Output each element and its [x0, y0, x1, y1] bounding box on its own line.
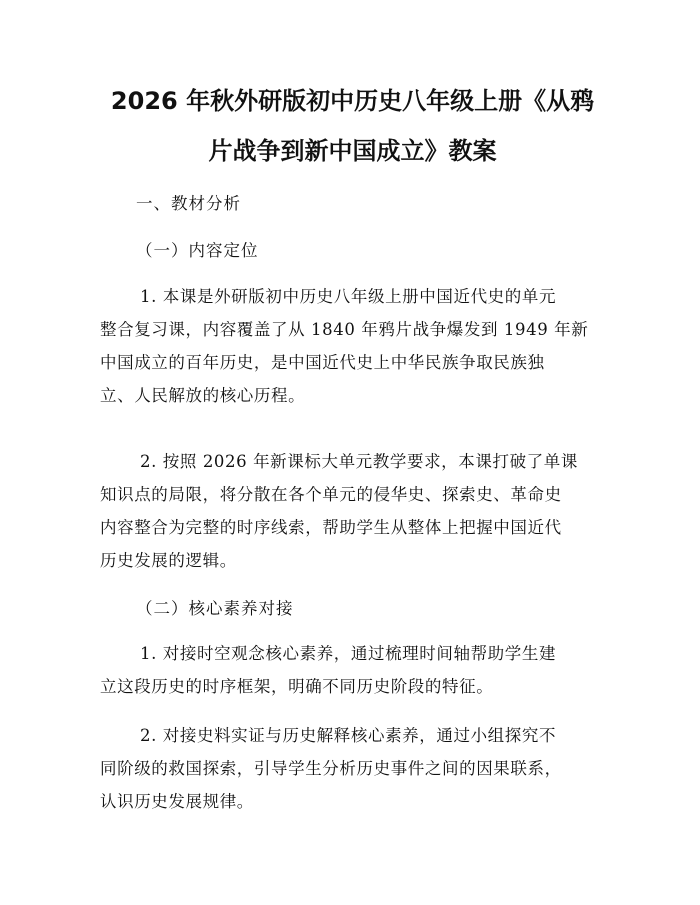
subsection-heading-content-positioning: （一）内容定位 [136, 241, 259, 260]
subsection-heading-core-literacy: （二）核心素养对接 [136, 599, 294, 618]
paragraph-line: 整合复习课，内容覆盖了从 1840 年鸦片战争爆发到 1949 年新 [100, 320, 589, 339]
paragraph-line: 1. 对接时空观念核心素养，通过梳理时间轴帮助学生建 [140, 644, 557, 663]
paragraph-line: 知识点的局限，将分散在各个单元的侵华史、探索史、革命史 [100, 485, 562, 504]
document-title-line-2: 片战争到新中国成立》教案 [208, 137, 497, 165]
paragraph-core-literacy-1 [100, 637, 610, 703]
paragraph-core-literacy-2 [100, 719, 610, 818]
paragraph-line: 历史发展的逻辑。 [100, 551, 237, 570]
paragraph-line: 2. 对接史料实证与历史解释核心素养，通过小组探究不 [140, 726, 557, 745]
paragraph-line: 立这段历史的时序框架，明确不同历史阶段的特征。 [100, 677, 494, 696]
paragraph-content-positioning-1 [100, 280, 610, 412]
paragraph-line: 中国成立的百年历史，是中国近代史上中华民族争取民族独 [100, 353, 545, 372]
paragraph-line: 2. 按照 2026 年新课标大单元教学要求，本课打破了单课 [140, 452, 578, 471]
paragraph-line: 内容整合为完整的时序线索，帮助学生从整体上把握中国近代 [100, 518, 562, 537]
document-title-line-1: 2026 年秋外研版初中历史八年级上册《从鸦 [110, 87, 595, 115]
section-heading-textbook-analysis: 一、教材分析 [136, 194, 241, 213]
paragraph-line: 认识历史发展规律。 [100, 792, 254, 811]
paragraph-line: 同阶级的救国探索，引导学生分析历史事件之间的因果联系， [100, 759, 562, 778]
paragraph-content-positioning-2 [100, 445, 610, 577]
paragraph-line: 1. 本课是外研版初中历史八年级上册中国近代史的单元 [140, 287, 557, 306]
paragraph-line: 立、人民解放的核心历程。 [100, 386, 306, 405]
